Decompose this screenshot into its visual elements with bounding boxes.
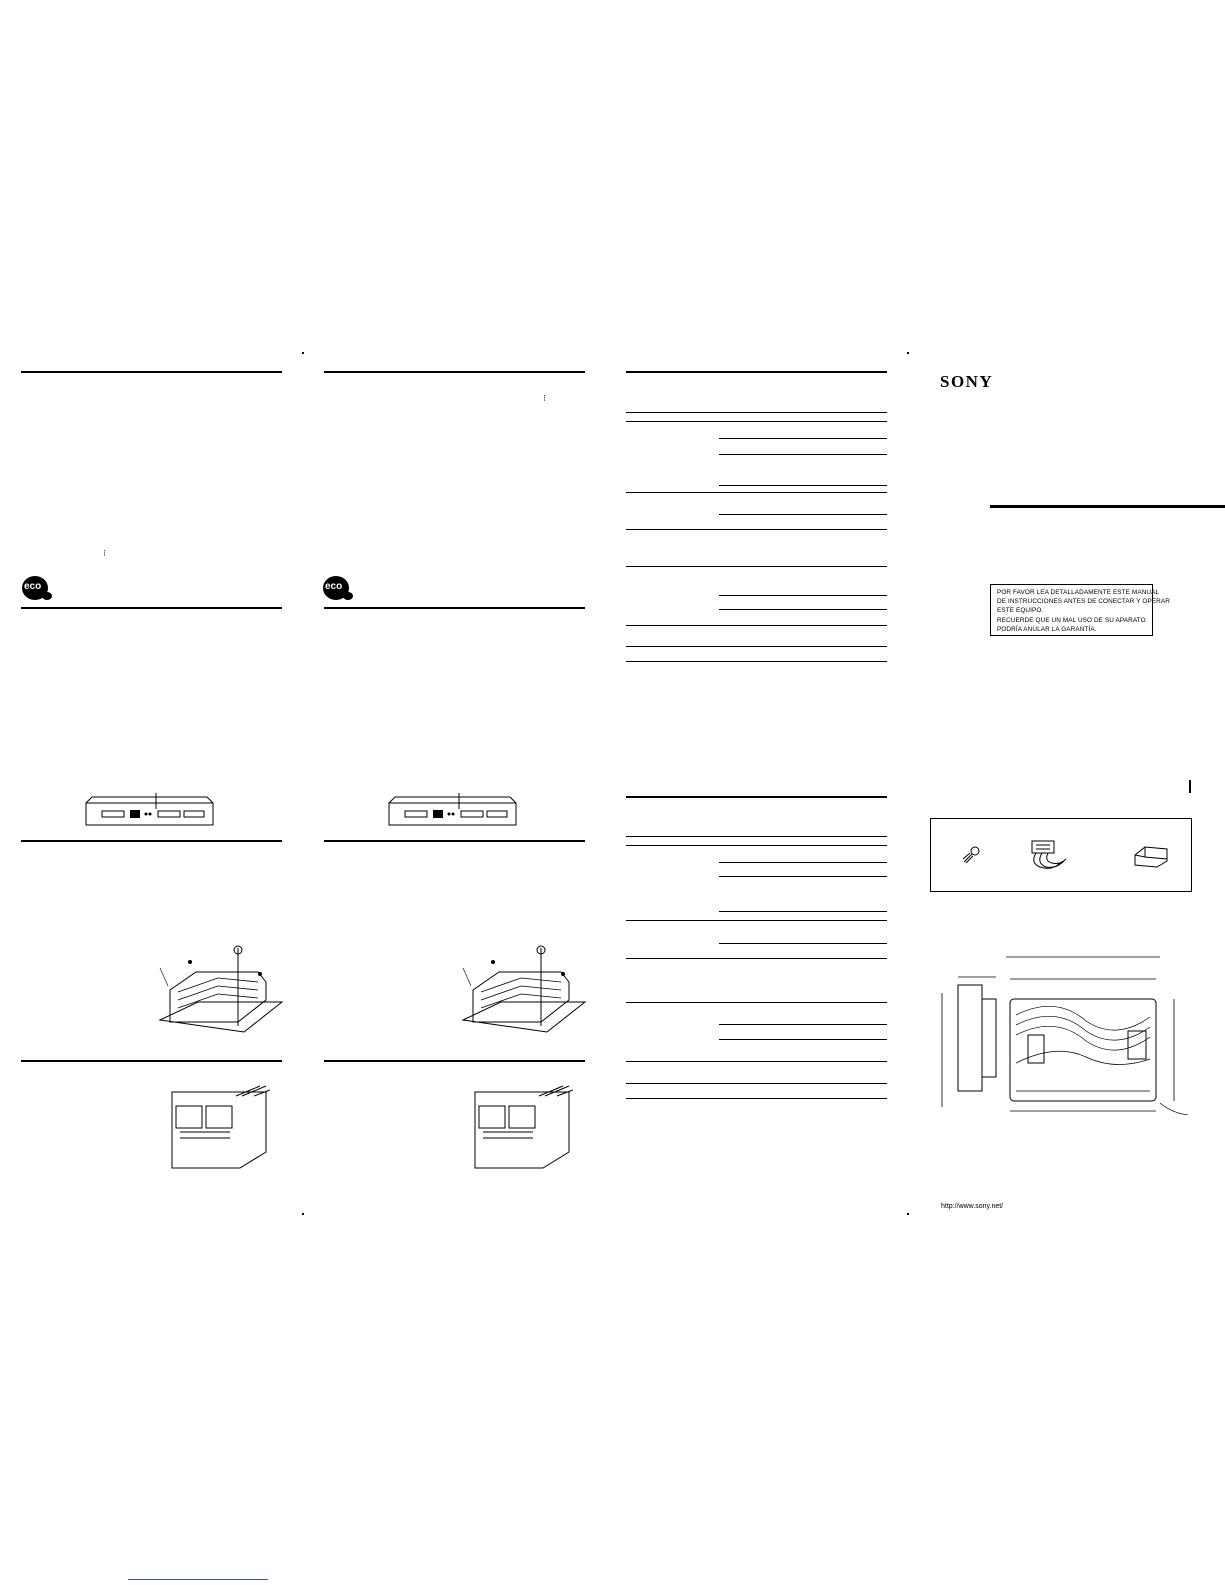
mounting-illustration <box>158 942 284 1034</box>
table2-rule <box>626 1098 887 1099</box>
panel3-header-rule <box>626 371 887 373</box>
panel2-header-rule <box>324 371 585 373</box>
warning-line: PODRÍA ANULAR LA GARANTÍA. <box>997 625 1097 633</box>
table2-rule <box>626 1083 887 1084</box>
table2-rule <box>626 836 887 837</box>
registration-mark <box>302 352 304 354</box>
table2-rule <box>626 845 887 846</box>
table1-rule <box>626 412 887 413</box>
table1-rule <box>626 421 887 422</box>
registration-mark <box>907 1213 909 1215</box>
table1-rule <box>626 625 887 626</box>
table1-rule <box>626 529 887 530</box>
table1-rule <box>719 454 887 455</box>
sony-website-url[interactable]: http://www.sony.net/ <box>941 1203 1004 1210</box>
screw-icon <box>961 845 981 865</box>
table1-rule <box>626 661 887 662</box>
warning-line: RECUERDE QUE UN MAL USO DE SU APARATO <box>997 616 1146 624</box>
bottom-link-underline[interactable] <box>128 1579 268 1580</box>
table2-rule <box>719 1024 887 1025</box>
table1-rule <box>626 566 887 567</box>
table2-rule <box>626 958 887 959</box>
dimension-diagram <box>936 955 1196 1115</box>
table1-rule <box>719 514 887 515</box>
panel2-section-rule-2 <box>324 840 585 842</box>
table2-rule <box>626 920 887 921</box>
eco-info-icon: eco <box>323 576 349 600</box>
table2-rule <box>719 943 887 944</box>
table1-rule <box>719 438 887 439</box>
cover-title-rule <box>990 505 1225 508</box>
panel3-header-rule-2 <box>626 796 887 798</box>
warning-line: DE INSTRUCCIONES ANTES DE CONECTAR Y OPERAR <box>997 598 1170 606</box>
table2-rule <box>719 862 887 863</box>
panel1-section-rule-3 <box>21 1060 282 1062</box>
panel1-section-rule <box>21 607 282 609</box>
table2-rule <box>719 1039 887 1040</box>
warning-box <box>990 584 1170 636</box>
amplifier-illustration <box>82 793 217 829</box>
sony-logo: SONY <box>940 372 994 391</box>
table1-rule <box>719 609 887 610</box>
table2-rule <box>719 876 887 877</box>
panel2-section-rule <box>324 607 585 609</box>
language-section-mark <box>1189 780 1191 793</box>
terminal-closeup-illustration <box>473 1082 573 1170</box>
table1-rule <box>719 485 887 486</box>
connector-harness-icon <box>1026 837 1068 873</box>
mounting-illustration <box>461 942 587 1034</box>
panel1-small-mark: ⁝ <box>103 548 106 558</box>
supplied-parts-box <box>930 818 1192 892</box>
panel1-header-rule <box>21 371 282 373</box>
warning-line: ESTE EQUIPO. <box>997 607 1044 615</box>
table2-rule <box>626 1002 887 1003</box>
eco-info-icon: eco <box>22 576 48 600</box>
fuse-cap-icon <box>1131 841 1171 869</box>
registration-mark <box>302 1213 304 1215</box>
panel2-section-rule-3 <box>324 1060 585 1062</box>
panel1-section-rule-2 <box>21 840 282 842</box>
amplifier-illustration <box>385 793 520 829</box>
table1-rule <box>719 595 887 596</box>
table1-rule <box>626 646 887 647</box>
table2-rule <box>719 911 887 912</box>
table1-rule <box>626 492 887 493</box>
table2-rule <box>626 1061 887 1062</box>
panel2-small-mark: ⁝ <box>543 393 546 403</box>
warning-line: POR FAVOR LEA DETALLADAMENTE ESTE MANUAL <box>997 589 1160 596</box>
terminal-closeup-illustration <box>170 1082 270 1170</box>
registration-mark <box>907 352 909 354</box>
